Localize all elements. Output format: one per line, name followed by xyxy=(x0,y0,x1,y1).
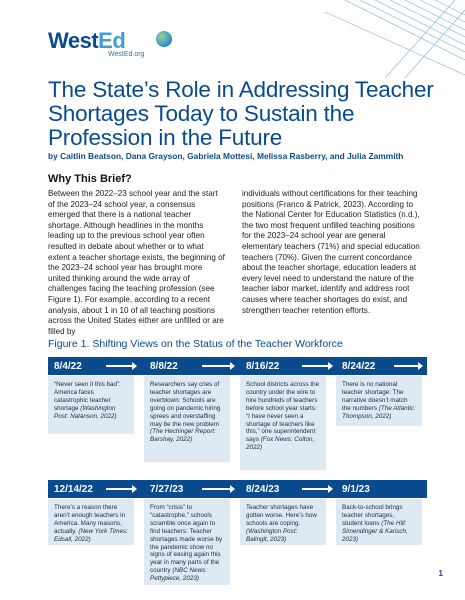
timeline-date: 8/16/22 xyxy=(246,360,280,372)
wested-logo[interactable] xyxy=(48,28,168,58)
headline-card: Teacher shortages have gotten worse. Here’s how schools are coping. (Washington Post: Balingit, 2023) xyxy=(240,499,326,545)
timeline-date: 8/24/22 xyxy=(342,360,376,372)
arrow-icon xyxy=(302,365,332,367)
section-heading: Why This Brief? xyxy=(48,173,132,185)
timeline-date: 9/1/23 xyxy=(342,483,370,495)
headline-card: “Never seen it this bad”: America faces catastrophic teacher shortage (Washington Post: Natanson, 2022) xyxy=(48,376,134,434)
page-number: 1 xyxy=(438,569,443,578)
timeline-date: 7/27/23 xyxy=(150,483,184,495)
headline-card: School districts across the country under the wire to hire hundreds of teachers before school year starts: “I have never seen a shortage of teachers like this,” one superintendent says (Fox News: Colton, 2022) xyxy=(240,376,326,470)
logo-wordmark: WestEd xyxy=(48,28,126,53)
arrow-icon xyxy=(202,488,234,490)
arrow-icon xyxy=(106,365,136,367)
figure-title: Figure 1. Shifting Views on the Status of the Teacher Workforce xyxy=(48,338,343,350)
headline-card: Back-to-school brings teacher shortages, student loans (The Hill: Simendinger & Karisch, 2023) xyxy=(336,499,422,545)
timeline-date: 12/14/22 xyxy=(54,483,93,495)
logo-url: WestEd.org xyxy=(108,51,145,58)
globe-icon xyxy=(156,31,172,47)
arrow-icon xyxy=(202,365,234,367)
arrow-icon xyxy=(302,488,332,490)
arrow-icon xyxy=(106,488,136,490)
headline-card: There’s a reason there aren’t enough teachers in America. Many reasons, actually. (New York Times: Edsall, 2022) xyxy=(48,499,134,545)
timeline-bar xyxy=(48,480,427,498)
decorative-lines xyxy=(285,0,465,78)
timeline-bar xyxy=(48,357,427,375)
headline-card: Researchers say cries of teacher shortages are overblown: Schools are going on pandemic hiring sprees and overstaffing may be the new problem (The Hechinger Report: Barshay, 2022) xyxy=(144,376,230,462)
timeline-date: 8/24/23 xyxy=(246,483,280,495)
body-column-2: individuals without certifications for their teaching positions (Franco & Patrick, 2023). According to the National Center for Education Statistics (n.d.), the two most frequent unfilled teaching positions for the 2023–24 school year are general elementary teachers (71%) and special education teachers (70%). Given the current concordance about the teacher shortage, education leaders at every level need to understand the nature of the teacher labor market, identify and address root causes where teacher shortages do exist, and strengthen teacher retention efforts. xyxy=(242,189,420,315)
headline-card: There is no national teacher shortage: The narrative doesn’t match the numbers (The Atlantic: Thompson, 2022) xyxy=(336,376,422,426)
body-column-1: Between the 2022–23 school year and the start of the 2023–24 school year, a consensus emerged that there is a national teacher shortage. Although headlines in the months leading up to the previous school year often resulted in debate about whether or to what extent a teacher shortage exists, the beginning of the 2023–24 school year has brought more united thinking around the wide array of challenges facing the teaching profession (see Figure 1). For example, according to a recent analysis, about 1 in 10 of all teaching positions across the United States either are unfilled or are filled by xyxy=(48,189,225,336)
page-title: The State’s Role in Addressing Teacher Shortages Today to Sustain the Profession in the Future xyxy=(48,77,434,150)
headline-card: From “crisis” to “catastrophe,” schools scramble once again to find teachers: Teacher shortages made worse by the pandemic show no signs of easing again this year in many parts of the country (NBC News: Pettypiece, 2023) xyxy=(144,499,230,585)
author-line: by Caitlin Beatson, Dana Grayson, Gabriela Mottesi, Melissa Rasberry, and Julia Zammith xyxy=(48,151,404,161)
timeline-date: 8/8/22 xyxy=(150,360,178,372)
timeline-date: 8/4/22 xyxy=(54,360,82,372)
arrow-icon xyxy=(394,365,422,367)
